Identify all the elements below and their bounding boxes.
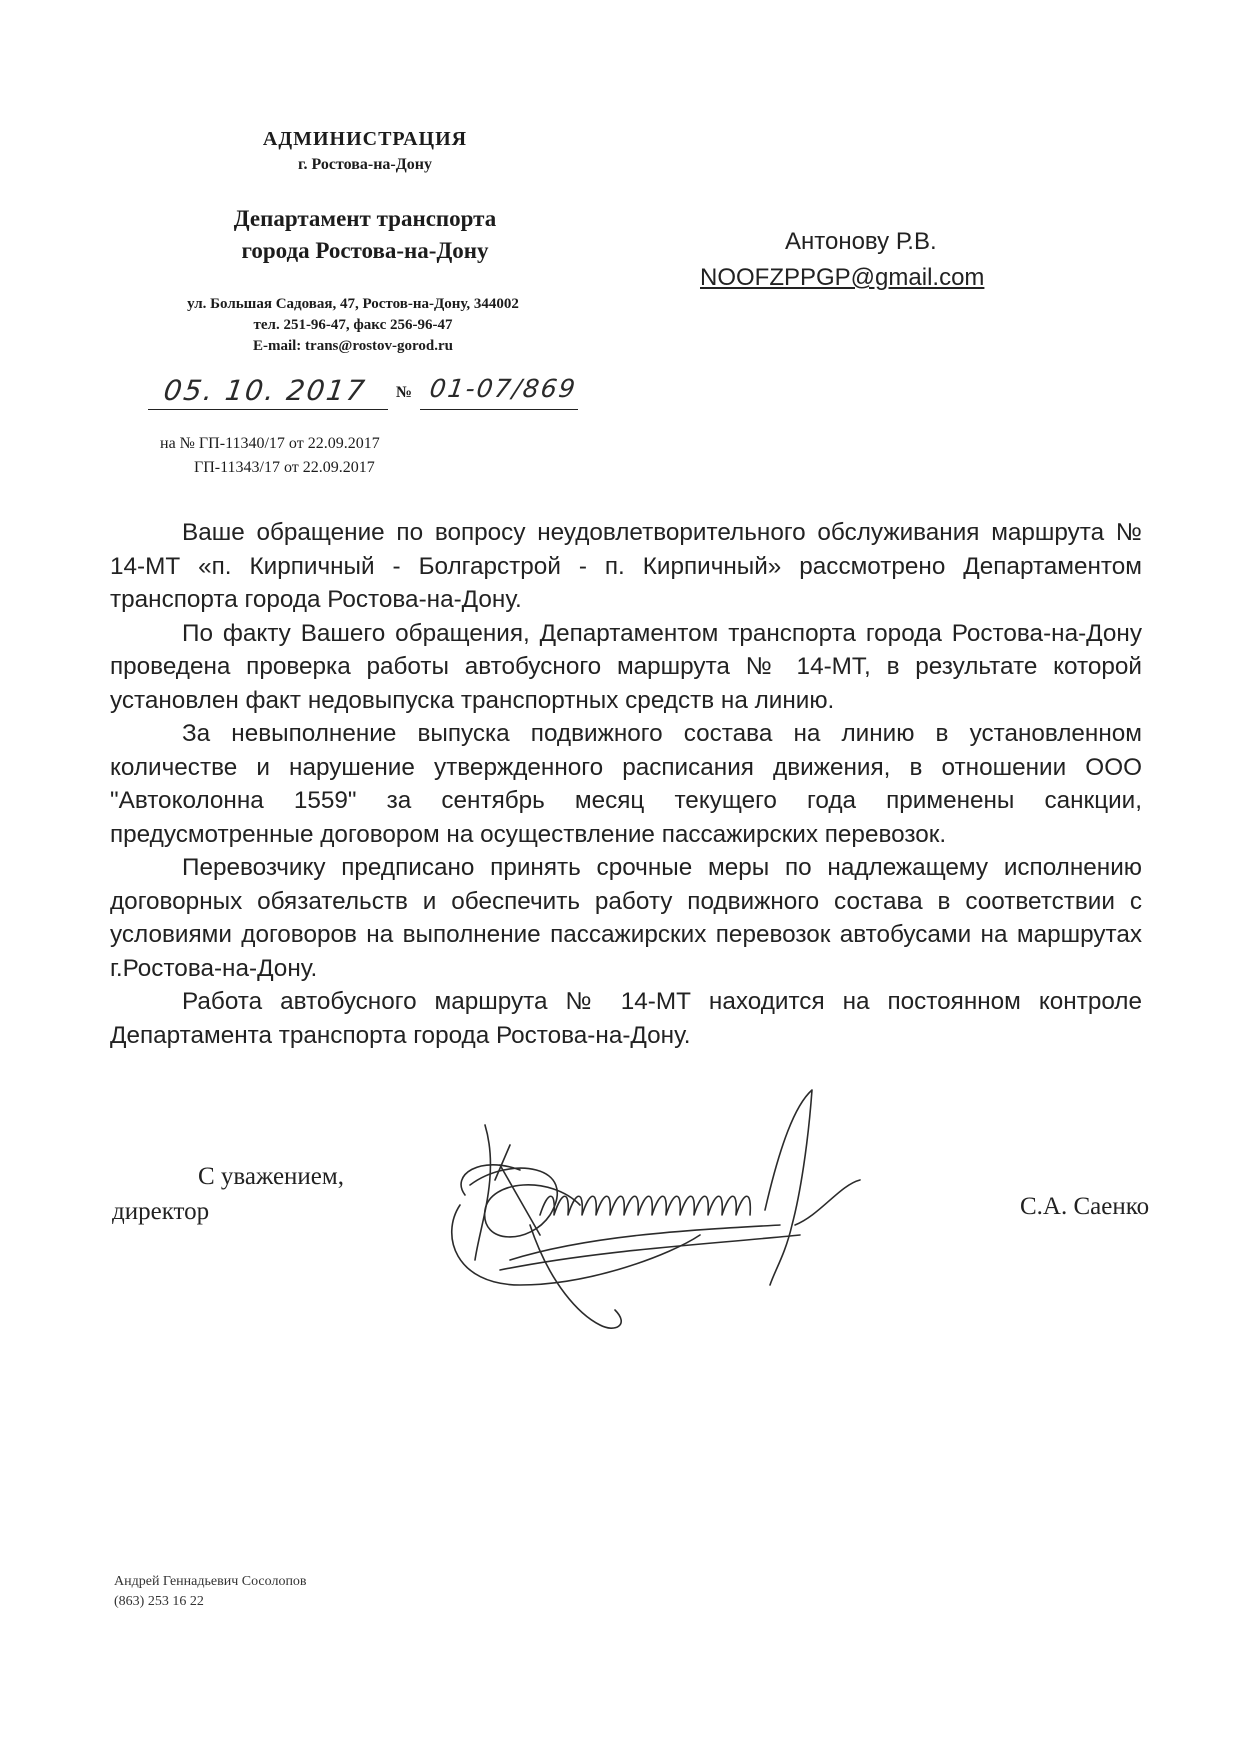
closing-position: директор <box>112 1198 210 1225</box>
letterhead-email: E-mail: trans@rostov-gorod.ru <box>252 338 454 354</box>
addressee-email[interactable]: NOOFZPPGP@gmail.com <box>700 264 985 291</box>
letterhead-phone: тел. 251-96-47, факс 256-96-47 <box>253 317 453 333</box>
reference-line-1: на № ГП-11340/17 от 22.09.2017 <box>160 435 380 452</box>
body-paragraph-5: Работа автобусного маршрута № 14-МТ находится на постоянном контроле Департамента транспорта города Ростова-на-Дону. <box>110 988 1142 1049</box>
letter-body <box>110 516 1142 1052</box>
closing-regards: С уважением, <box>198 1163 344 1190</box>
outgoing-date: 05. 10. 2017 <box>161 374 369 407</box>
number-label: № <box>396 384 413 401</box>
addressee-name: Антонову Р.В. <box>785 228 937 255</box>
letterhead-address: ул. Большая Садовая, 47, Ростов-на-Дону, 344002 <box>187 296 519 312</box>
reference-line-2: ГП-11343/17 от 22.09.2017 <box>194 459 375 476</box>
closing-signer: С.А. Саенко <box>1020 1193 1150 1220</box>
executor-phone: (863) 253 16 22 <box>114 1594 204 1609</box>
signature-image <box>440 1085 940 1335</box>
executor-block <box>114 1572 307 1612</box>
letterhead-department <box>175 203 555 267</box>
department-line-2: города Ростова-на-Дону <box>241 238 489 263</box>
reference-block <box>160 432 520 480</box>
number-underline <box>420 409 578 410</box>
body-paragraph-1: Ваше обращение по вопросу неудовлетворительного обслуживания маршрута № 14-МТ «п. Кирпичный - Болгарстрой - п. Кирпичный» рассмотрено Департаментом транспорта города Ростова-на-Дону. <box>110 519 1142 613</box>
body-paragraph-4: Перевозчику предписано принять срочные меры по надлежащему исполнению договорных обязательств и обеспечить работу подвижного состава в соответствии с условиями договоров на выполнение пассажирских перевозок автобусами на маршрутах г.Ростова-на-Дону. <box>110 854 1142 982</box>
executor-name: Андрей Геннадьевич Сосолопов <box>114 1574 307 1589</box>
body-paragraph-3: За невыполнение выпуска подвижного состава на линию в установленном количестве и нарушение утвержденного расписания движения, в отношении ООО "Автоколонна 1559" за сентябрь месяц текущего года применены санкции, предусмотренные договором на осуществление пассажирских перевозок. <box>110 720 1142 848</box>
letterhead-admin: АДМИНИСТРАЦИЯ <box>262 128 468 150</box>
date-underline <box>148 409 388 410</box>
addressee-block <box>700 224 1060 296</box>
outgoing-number: 01-07/869 <box>427 374 579 403</box>
outgoing-date-number <box>148 374 579 410</box>
letterhead-contacts <box>118 294 588 357</box>
body-paragraph-2: По факту Вашего обращения, Департаментом транспорта города Ростова-на-Дону проведена проверка работы автобусного маршрута № 14-МТ, в результате которой установлен факт недовыпуска транспортных средств на линию. <box>110 619 1142 714</box>
letterhead-city: г. Ростова-на-Дону <box>298 156 432 173</box>
department-line-1: Департамент транспорта <box>233 206 497 231</box>
